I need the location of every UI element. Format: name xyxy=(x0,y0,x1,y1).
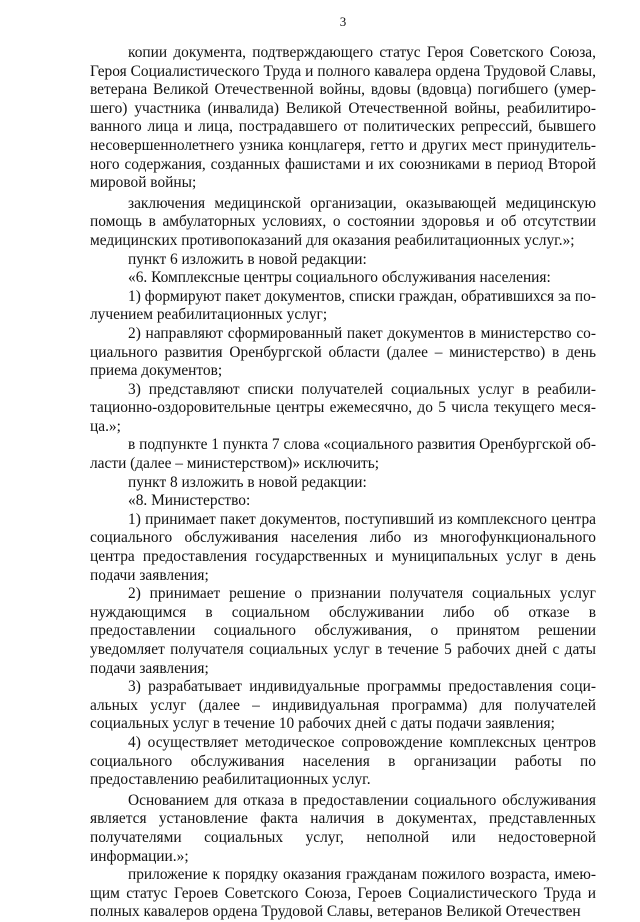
paragraph: 1) формируют пакет документов, списки граждан, обратившихся за получением реабилитационных услуг; xyxy=(90,287,596,324)
document-body xyxy=(90,44,596,922)
paragraph: 2) принимает решение о признании получателя социальных услуг нуждающимся в социальном обслуживании либо об отказе в предоставлении социального обслуживания, о принятом решении уведомляет получателя социальных услуг в течение 5 рабочих дней с даты подачи заявления; xyxy=(90,585,596,677)
paragraph: приложение к порядку оказания гражданам пожилого возраста, имеющим статус Героев Советского Союза, Героев Социалистического Труда и полных кавалеров ордена Трудовой Славы, ветеранов Великой Отечествен xyxy=(90,866,596,921)
paragraph: в подпункте 1 пункта 7 слова «социального развития Оренбургской области (далее – министерством)» исключить; xyxy=(90,436,596,473)
page-number: 3 xyxy=(339,14,347,29)
paragraph: пункт 8 изложить в новой редакции: xyxy=(128,473,367,491)
paragraph: «8. Министерство: xyxy=(128,492,251,510)
paragraph: заключения медицинской организации, оказывающей медицинскую помощь в амбулаторных условиях, о состоянии здоровья и об отсутствии медицинских противопоказаний для оказания реабилитационных услуг.»; xyxy=(90,194,596,249)
paragraph: Основанием для отказа в предоставлении социального обслуживания является установление факта наличия в документах, представленных получателями социальных услуг, неполной или недостоверной информации.»; xyxy=(90,791,596,865)
paragraph: 3) представляют списки получателей социальных услуг в реабилитационно-оздоровительные центры ежемесячно, до 5 числа текущего месяца.»; xyxy=(90,380,596,435)
paragraph: пункт 6 изложить в новой редакции: xyxy=(128,250,367,268)
paragraph: 4) осуществляет методическое сопровождение комплексных центров социального обслуживания населения в организации работы по предоставлению реабилитационных услуг. xyxy=(90,733,596,789)
paragraph: копии документа, подтверждающего статус Героя Советского Союза, Героя Социалистического Труда и полного кавалера ордена Трудовой Славы, ветерана Великой Отечественной войны, вдовы (вдовца) погибшего (умершего) участника (инвалида) Великой Отечественной войны, реабилитированного лица и лица, пострадавшего от политических репрессий, бывшего несовершеннолетнего узника концлагеря, гетто и других мест принудительного содержания, созданных фашистами и их союзниками в период Второй мировой войны; xyxy=(90,44,596,192)
paragraph: 1) принимает пакет документов, поступивший из комплексного центра социального обслуживания населения либо из многофункционального центра предоставления государственных и муниципальных услуг в день подачи заявления; xyxy=(90,510,596,584)
paragraph: «6. Комплексные центры социального обслуживания населения: xyxy=(128,269,551,287)
paragraph: 3) разрабатывает индивидуальные программы предоставления социальных услуг (далее – индивидуальная программа) для получателей социальных услуг в течение 10 рабочих дней с даты подачи заявления; xyxy=(90,678,596,733)
paragraph: 2) направляют сформированный пакет документов в министерство социального развития Оренбургской области (далее – министерство) в день приема документов; xyxy=(90,324,596,380)
